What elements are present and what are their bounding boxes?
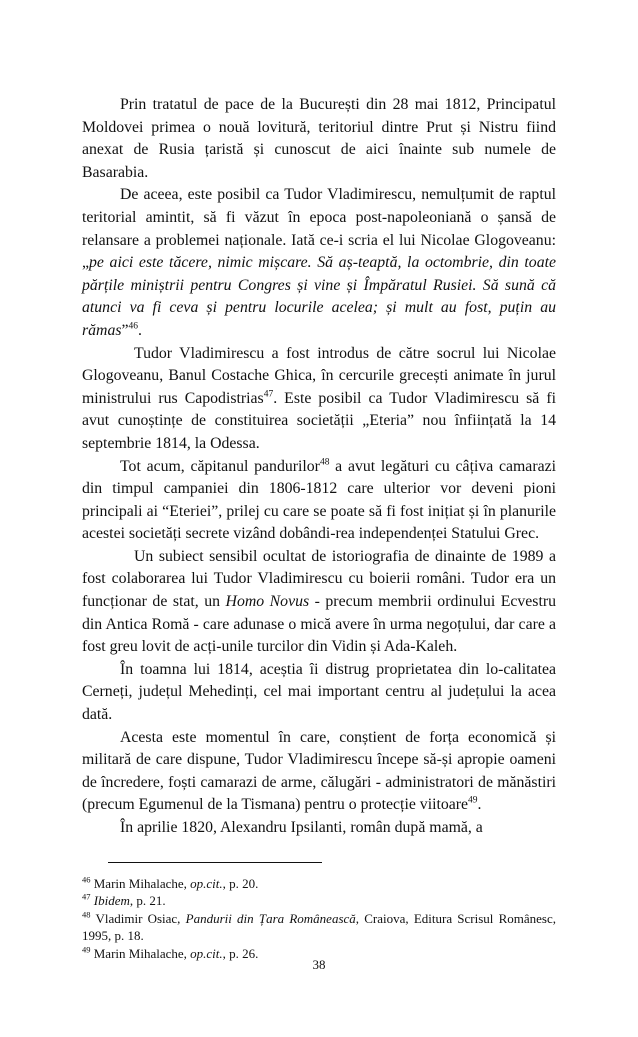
footnote: [82, 875, 556, 893]
paragraph: [82, 659, 556, 727]
footnote: [82, 892, 556, 910]
page-number: 38: [312, 957, 326, 972]
footnote-reference: 49: [82, 944, 91, 955]
footnote-reference: 46: [128, 321, 139, 332]
paragraph: [82, 343, 556, 456]
text-run: Prin tratatul de pace de la București din 28 mai 1812, Principatul Moldovei primea o nouă lovitură, teritoriul dintre Prut și Nistru fiind anexat de Rusia țaristă și cunoscut de aici înainte sub numele de Basarabia.: [82, 96, 556, 181]
paragraph: [82, 727, 556, 817]
text-run: În aprilie 1820, Alexandru Ipsilanti, român după mamă, a: [120, 819, 483, 836]
text-run: Marin Mihalache,: [90, 875, 191, 891]
footnote-reference: 48: [319, 457, 330, 468]
footnote-separator: [108, 862, 322, 863]
text-run: Vladimir Osiac,: [90, 910, 186, 926]
footnote-reference: 49: [468, 796, 478, 807]
text-run: Tot acum, căpitanul pandurilor: [120, 457, 320, 475]
text-run: , Craiova, Editura Scrisul Românesc, 1995, p. 18.: [82, 910, 556, 944]
italic-text: op.cit.: [190, 945, 223, 961]
text-run: Un subiect sensibil ocultat de istoriografia de dinainte de 1989 a fost colaborarea lui Tudor Vladimirescu cu boierii români. Tudor era un funcționar de stat, un: [82, 547, 556, 611]
text-run: . Este posibil ca Tudor Vladimirescu să fi avut cunoștințe de constituirea societății „Eteria” nou înființată la 14 septembrie 1814, la Odessa.: [82, 389, 556, 452]
footnote-reference: 47: [82, 891, 91, 902]
footnotes: [82, 875, 556, 963]
footnote: [82, 910, 556, 945]
text-run: , p. 21.: [129, 893, 166, 909]
italic-text: pe aici este tăcere, nimic mișcare. Să aș-teaptă, la octombrie, din toate părțile miniștrii pentru Congres și vine și Împăratul Rusiei. Să sună că atunci va fi ceva și pentru locurile acelea; și mult au fost, puțin au rămas: [82, 254, 556, 339]
italic-text: Pandurii din Țara Românească: [185, 910, 356, 926]
text-run: .: [477, 796, 482, 814]
text-run: Marin Mihalache,: [90, 945, 191, 961]
paragraph: [82, 94, 556, 184]
italic-text: Homo Novus: [225, 593, 310, 611]
footnote-reference: 47: [263, 389, 274, 400]
footnote-reference: 48: [82, 909, 91, 920]
text-run: În toamna lui 1814, aceștia îi distrug proprietatea din lo-calitatea Cerneți, județul Mehedinți, cel mai important centru al județului la acea dată.: [82, 660, 556, 724]
paragraph: [82, 546, 556, 659]
text-run: , p. 20.: [222, 875, 259, 891]
text-run: , p. 26.: [222, 945, 259, 961]
paragraph: [82, 817, 556, 840]
footnote-reference: 46: [82, 874, 91, 885]
text-run: - precum membrii ordinului Ecvestru din Antica Romă - care adunase o mică avere în urma negoțului, dar care a fost greu lovit de acți-unile turcilor din Vidin și Ada-Kaleh.: [82, 593, 556, 656]
text-run: a avut legături cu câțiva camarazi din timpul campaniei din 1806-1812 care ulterior vor deveni pioni principali ai “Eteriei”, prilej cu care se poate să fi fost inițiat și în planurile acestei societăți secrete vizând dobândi-rea independenței Statului Grec.: [82, 457, 556, 543]
text-run: Acesta este momentul în care, conștient de forța economică și militară de care dispune, Tudor Vladimirescu începe să-și apropie oameni de încredere, foști camarazi de arme, călugări - administratori de mănăstiri (precum Egumenul de la Tismana) pentru o protecție viitoare: [82, 728, 556, 814]
italic-text: op.cit.: [190, 875, 223, 891]
paragraph: [82, 456, 556, 546]
text-run: ”: [121, 321, 129, 339]
paragraph: [82, 184, 556, 342]
italic-text: Ibidem: [93, 893, 130, 909]
text-run: De aceea, este posibil ca Tudor Vladimirescu, nemulțumit de raptul teritorial amintit, să fi văzut în epoca post-napoleoniană o șansă de relansare a problemei naționale. Iată ce-i scria el lui Nicolae Glogoveanu: „: [82, 186, 556, 272]
body-text: [82, 94, 556, 840]
book-page: [82, 94, 556, 963]
text-run: Tudor Vladimirescu a fost introdus de către socrul lui Nicolae Glogoveanu, Banul Costache Ghica, în cercurile grecești animate în jurul ministrului rus Capodistrias: [82, 344, 556, 407]
text-run: .: [138, 321, 142, 339]
